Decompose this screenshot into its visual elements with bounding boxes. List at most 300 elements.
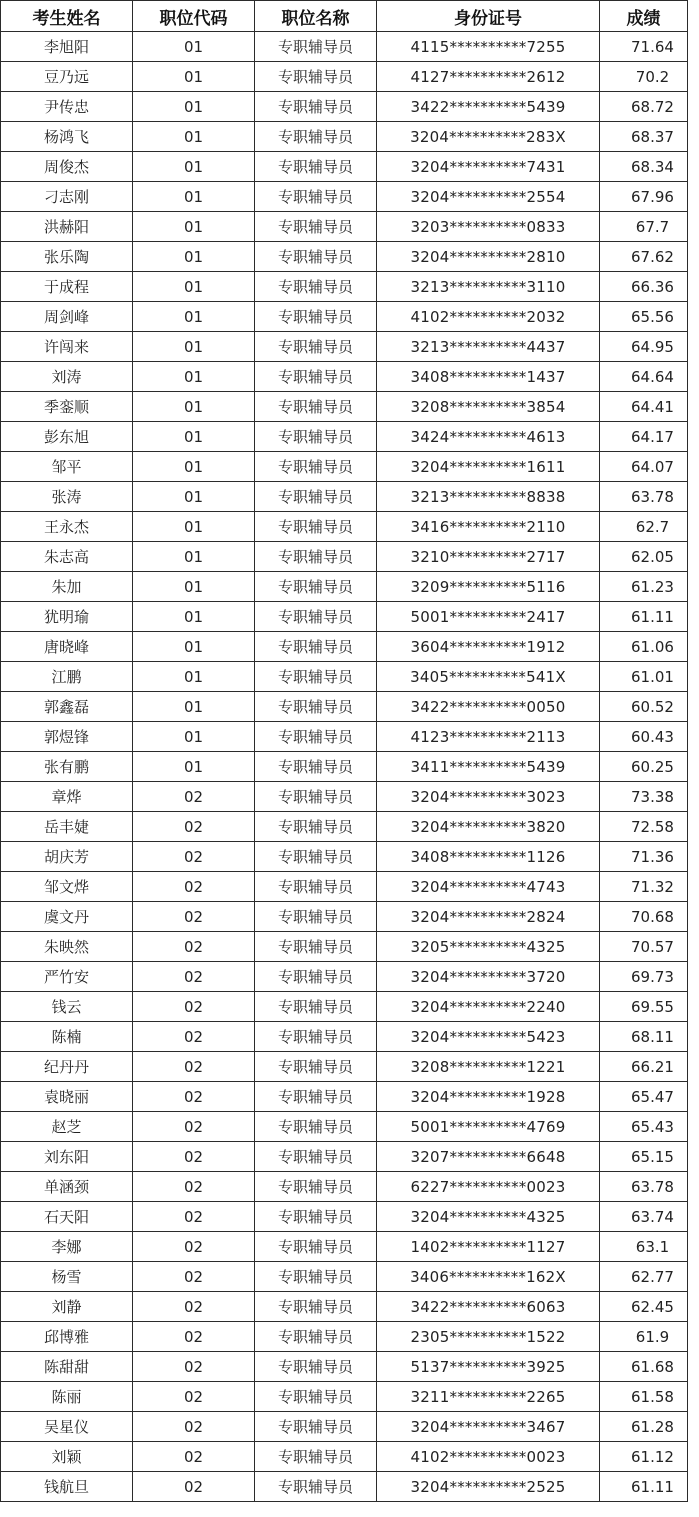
cell-position-code: 02 (133, 1322, 255, 1352)
cell-id-number: 3424**********4613 (377, 422, 600, 452)
cell-position-title: 专职辅导员 (255, 1292, 377, 1322)
cell-candidate-name: 季銮顺 (1, 392, 133, 422)
cell-position-title: 专职辅导员 (255, 152, 377, 182)
cell-candidate-name: 豆乃远 (1, 62, 133, 92)
cell-position-code: 02 (133, 1412, 255, 1442)
header-row (1, 1, 688, 32)
cell-candidate-name: 周剑峰 (1, 302, 133, 332)
table-row (1, 782, 688, 812)
cell-candidate-name: 朱加 (1, 572, 133, 602)
cell-score: 66.21 (600, 1052, 688, 1082)
table-row (1, 482, 688, 512)
cell-position-title: 专职辅导员 (255, 932, 377, 962)
table-row (1, 662, 688, 692)
cell-position-title: 专职辅导员 (255, 1262, 377, 1292)
cell-candidate-name: 唐晓峰 (1, 632, 133, 662)
cell-position-title: 专职辅导员 (255, 722, 377, 752)
cell-score: 65.15 (600, 1142, 688, 1172)
cell-position-code: 01 (133, 692, 255, 722)
cell-score: 64.07 (600, 452, 688, 482)
cell-score: 61.68 (600, 1352, 688, 1382)
cell-position-code: 01 (133, 92, 255, 122)
cell-position-code: 02 (133, 1262, 255, 1292)
cell-position-title: 专职辅导员 (255, 782, 377, 812)
table-row (1, 1112, 688, 1142)
cell-id-number: 3422**********6063 (377, 1292, 600, 1322)
cell-position-code: 01 (133, 212, 255, 242)
cell-position-code: 02 (133, 1232, 255, 1262)
cell-score: 71.64 (600, 32, 688, 62)
cell-score: 64.64 (600, 362, 688, 392)
cell-score: 70.68 (600, 902, 688, 932)
cell-id-number: 3604**********1912 (377, 632, 600, 662)
cell-position-title: 专职辅导员 (255, 242, 377, 272)
cell-candidate-name: 刘颖 (1, 1442, 133, 1472)
cell-id-number: 3208**********3854 (377, 392, 600, 422)
table-row (1, 1142, 688, 1172)
cell-position-code: 01 (133, 182, 255, 212)
table-row (1, 1202, 688, 1232)
cell-position-title: 专职辅导员 (255, 542, 377, 572)
table-row (1, 362, 688, 392)
table-row (1, 572, 688, 602)
cell-position-title: 专职辅导员 (255, 1112, 377, 1142)
header-name: 考生姓名 (1, 1, 133, 32)
cell-id-number: 3204**********7431 (377, 152, 600, 182)
cell-candidate-name: 王永杰 (1, 512, 133, 542)
cell-id-number: 3205**********4325 (377, 932, 600, 962)
cell-position-title: 专职辅导员 (255, 1352, 377, 1382)
cell-score: 67.96 (600, 182, 688, 212)
cell-candidate-name: 邹平 (1, 452, 133, 482)
table-row (1, 1262, 688, 1292)
cell-id-number: 3408**********1126 (377, 842, 600, 872)
cell-position-code: 02 (133, 992, 255, 1022)
cell-position-title: 专职辅导员 (255, 482, 377, 512)
cell-score: 64.41 (600, 392, 688, 422)
cell-position-title: 专职辅导员 (255, 632, 377, 662)
cell-id-number: 3204**********2554 (377, 182, 600, 212)
cell-candidate-name: 刘静 (1, 1292, 133, 1322)
cell-position-code: 01 (133, 752, 255, 782)
cell-position-title: 专职辅导员 (255, 1412, 377, 1442)
cell-candidate-name: 朱志高 (1, 542, 133, 572)
table-row (1, 452, 688, 482)
cell-id-number: 3204**********3820 (377, 812, 600, 842)
cell-position-title: 专职辅导员 (255, 1172, 377, 1202)
cell-position-title: 专职辅导员 (255, 1022, 377, 1052)
cell-id-number: 3411**********5439 (377, 752, 600, 782)
cell-position-code: 02 (133, 1442, 255, 1472)
cell-position-code: 02 (133, 812, 255, 842)
cell-position-title: 专职辅导员 (255, 962, 377, 992)
cell-score: 71.32 (600, 872, 688, 902)
cell-score: 68.37 (600, 122, 688, 152)
cell-position-title: 专职辅导员 (255, 1082, 377, 1112)
cell-candidate-name: 虞文丹 (1, 902, 133, 932)
cell-id-number: 1402**********1127 (377, 1232, 600, 1262)
cell-score: 67.62 (600, 242, 688, 272)
cell-id-number: 3405**********541X (377, 662, 600, 692)
table-row (1, 1442, 688, 1472)
table-row (1, 992, 688, 1022)
table-row (1, 122, 688, 152)
cell-position-code: 01 (133, 452, 255, 482)
cell-position-title: 专职辅导员 (255, 902, 377, 932)
header-id-number: 身份证号 (377, 1, 600, 32)
header-position-code: 职位代码 (133, 1, 255, 32)
cell-candidate-name: 赵芝 (1, 1112, 133, 1142)
cell-score: 67.7 (600, 212, 688, 242)
cell-id-number: 5001**********2417 (377, 602, 600, 632)
cell-score: 61.11 (600, 602, 688, 632)
cell-candidate-name: 郭煜锋 (1, 722, 133, 752)
cell-position-title: 专职辅导员 (255, 692, 377, 722)
cell-candidate-name: 张有鹏 (1, 752, 133, 782)
cell-score: 69.55 (600, 992, 688, 1022)
table-row (1, 1352, 688, 1382)
cell-score: 61.58 (600, 1382, 688, 1412)
cell-position-code: 02 (133, 932, 255, 962)
cell-score: 62.45 (600, 1292, 688, 1322)
cell-score: 60.25 (600, 752, 688, 782)
table-row (1, 932, 688, 962)
cell-id-number: 5137**********3925 (377, 1352, 600, 1382)
cell-candidate-name: 犹明瑜 (1, 602, 133, 632)
cell-position-code: 01 (133, 62, 255, 92)
table-row (1, 422, 688, 452)
cell-position-code: 02 (133, 962, 255, 992)
cell-candidate-name: 张涛 (1, 482, 133, 512)
table-row (1, 92, 688, 122)
cell-candidate-name: 洪赫阳 (1, 212, 133, 242)
cell-candidate-name: 刘东阳 (1, 1142, 133, 1172)
cell-candidate-name: 胡庆芳 (1, 842, 133, 872)
table-row (1, 182, 688, 212)
table-row (1, 842, 688, 872)
table-row (1, 332, 688, 362)
cell-position-title: 专职辅导员 (255, 1322, 377, 1352)
cell-score: 60.43 (600, 722, 688, 752)
cell-score: 72.58 (600, 812, 688, 842)
cell-score: 63.74 (600, 1202, 688, 1232)
cell-position-code: 01 (133, 512, 255, 542)
cell-candidate-name: 朱映然 (1, 932, 133, 962)
cell-candidate-name: 周俊杰 (1, 152, 133, 182)
cell-candidate-name: 杨雪 (1, 1262, 133, 1292)
cell-id-number: 3204**********4743 (377, 872, 600, 902)
cell-score: 65.47 (600, 1082, 688, 1112)
cell-id-number: 5001**********4769 (377, 1112, 600, 1142)
cell-position-title: 专职辅导员 (255, 212, 377, 242)
table-row (1, 1412, 688, 1442)
cell-position-title: 专职辅导员 (255, 1472, 377, 1502)
cell-id-number: 3204**********3467 (377, 1412, 600, 1442)
table-row (1, 692, 688, 722)
cell-id-number: 3204**********1611 (377, 452, 600, 482)
cell-position-code: 01 (133, 602, 255, 632)
cell-candidate-name: 吴星仪 (1, 1412, 133, 1442)
cell-candidate-name: 钱云 (1, 992, 133, 1022)
cell-score: 62.05 (600, 542, 688, 572)
table-row (1, 62, 688, 92)
cell-candidate-name: 于成程 (1, 272, 133, 302)
table-header (1, 1, 688, 32)
cell-id-number: 4102**********2032 (377, 302, 600, 332)
cell-position-title: 专职辅导员 (255, 992, 377, 1022)
cell-score: 61.9 (600, 1322, 688, 1352)
cell-id-number: 4127**********2612 (377, 62, 600, 92)
cell-candidate-name: 江鹏 (1, 662, 133, 692)
cell-id-number: 3204**********3023 (377, 782, 600, 812)
cell-id-number: 3210**********2717 (377, 542, 600, 572)
cell-position-code: 01 (133, 242, 255, 272)
cell-position-code: 02 (133, 842, 255, 872)
cell-position-code: 01 (133, 572, 255, 602)
table-row (1, 212, 688, 242)
cell-score: 64.17 (600, 422, 688, 452)
cell-position-title: 专职辅导员 (255, 662, 377, 692)
table-row (1, 242, 688, 272)
cell-score: 65.43 (600, 1112, 688, 1142)
cell-position-code: 01 (133, 272, 255, 302)
cell-score: 63.78 (600, 1172, 688, 1202)
cell-position-code: 02 (133, 1352, 255, 1382)
cell-id-number: 3213**********4437 (377, 332, 600, 362)
cell-id-number: 3416**********2110 (377, 512, 600, 542)
cell-score: 62.77 (600, 1262, 688, 1292)
cell-position-title: 专职辅导员 (255, 872, 377, 902)
cell-id-number: 3204**********2810 (377, 242, 600, 272)
cell-score: 63.78 (600, 482, 688, 512)
table-row (1, 512, 688, 542)
cell-id-number: 3204**********2240 (377, 992, 600, 1022)
table-row (1, 872, 688, 902)
cell-position-title: 专职辅导员 (255, 572, 377, 602)
table-row (1, 1382, 688, 1412)
cell-position-title: 专职辅导员 (255, 1202, 377, 1232)
cell-position-title: 专职辅导员 (255, 812, 377, 842)
cell-id-number: 3406**********162X (377, 1262, 600, 1292)
table-row (1, 32, 688, 62)
cell-position-title: 专职辅导员 (255, 302, 377, 332)
cell-position-title: 专职辅导员 (255, 272, 377, 302)
cell-id-number: 4123**********2113 (377, 722, 600, 752)
cell-candidate-name: 严竹安 (1, 962, 133, 992)
cell-candidate-name: 刁志刚 (1, 182, 133, 212)
cell-position-title: 专职辅导员 (255, 392, 377, 422)
cell-position-code: 02 (133, 902, 255, 932)
cell-score: 61.28 (600, 1412, 688, 1442)
cell-score: 61.01 (600, 662, 688, 692)
cell-score: 66.36 (600, 272, 688, 302)
cell-position-title: 专职辅导员 (255, 182, 377, 212)
cell-candidate-name: 袁晓丽 (1, 1082, 133, 1112)
cell-id-number: 3422**********0050 (377, 692, 600, 722)
cell-id-number: 3209**********5116 (377, 572, 600, 602)
table-row (1, 602, 688, 632)
cell-score: 61.06 (600, 632, 688, 662)
table-body (1, 32, 688, 1502)
cell-position-code: 01 (133, 392, 255, 422)
cell-position-code: 01 (133, 422, 255, 452)
cell-position-title: 专职辅导员 (255, 512, 377, 542)
cell-candidate-name: 张乐陶 (1, 242, 133, 272)
cell-position-code: 02 (133, 1382, 255, 1412)
cell-position-title: 专职辅导员 (255, 1052, 377, 1082)
cell-position-code: 02 (133, 1292, 255, 1322)
cell-candidate-name: 岳丰婕 (1, 812, 133, 842)
table-row (1, 902, 688, 932)
cell-position-title: 专职辅导员 (255, 122, 377, 152)
cell-id-number: 3213**********3110 (377, 272, 600, 302)
cell-position-code: 02 (133, 1022, 255, 1052)
cell-candidate-name: 钱航旦 (1, 1472, 133, 1502)
cell-score: 71.36 (600, 842, 688, 872)
table-row (1, 722, 688, 752)
cell-position-code: 01 (133, 632, 255, 662)
cell-candidate-name: 纪丹丹 (1, 1052, 133, 1082)
cell-position-code: 02 (133, 1052, 255, 1082)
table-row (1, 1472, 688, 1502)
cell-id-number: 3211**********2265 (377, 1382, 600, 1412)
cell-id-number: 3204**********4325 (377, 1202, 600, 1232)
cell-position-code: 01 (133, 722, 255, 752)
cell-candidate-name: 陈丽 (1, 1382, 133, 1412)
cell-id-number: 3207**********6648 (377, 1142, 600, 1172)
table-row (1, 1052, 688, 1082)
cell-id-number: 6227**********0023 (377, 1172, 600, 1202)
cell-score: 61.11 (600, 1472, 688, 1502)
cell-position-code: 01 (133, 32, 255, 62)
cell-id-number: 3204**********283X (377, 122, 600, 152)
cell-position-title: 专职辅导员 (255, 602, 377, 632)
table-row (1, 632, 688, 662)
table-row (1, 752, 688, 782)
table-row (1, 962, 688, 992)
cell-position-code: 01 (133, 302, 255, 332)
cell-score: 68.34 (600, 152, 688, 182)
cell-score: 61.12 (600, 1442, 688, 1472)
cell-score: 65.56 (600, 302, 688, 332)
cell-candidate-name: 郭鑫磊 (1, 692, 133, 722)
cell-candidate-name: 李娜 (1, 1232, 133, 1262)
cell-position-code: 02 (133, 1142, 255, 1172)
header-score: 成绩 (600, 1, 688, 32)
cell-candidate-name: 邱博雅 (1, 1322, 133, 1352)
cell-position-title: 专职辅导员 (255, 92, 377, 122)
cell-candidate-name: 陈甜甜 (1, 1352, 133, 1382)
cell-position-code: 02 (133, 1202, 255, 1232)
cell-score: 62.7 (600, 512, 688, 542)
cell-position-code: 02 (133, 1172, 255, 1202)
cell-position-code: 02 (133, 1082, 255, 1112)
cell-position-title: 专职辅导员 (255, 1382, 377, 1412)
cell-position-title: 专职辅导员 (255, 1142, 377, 1172)
cell-position-title: 专职辅导员 (255, 62, 377, 92)
table-row (1, 1292, 688, 1322)
cell-score: 70.2 (600, 62, 688, 92)
cell-candidate-name: 尹传忠 (1, 92, 133, 122)
cell-id-number: 2305**********1522 (377, 1322, 600, 1352)
cell-position-code: 01 (133, 542, 255, 572)
cell-position-title: 专职辅导员 (255, 1442, 377, 1472)
table-row (1, 812, 688, 842)
cell-position-code: 01 (133, 122, 255, 152)
cell-position-code: 01 (133, 152, 255, 182)
cell-position-code: 01 (133, 362, 255, 392)
cell-score: 73.38 (600, 782, 688, 812)
table-row (1, 1082, 688, 1112)
cell-position-code: 02 (133, 782, 255, 812)
cell-candidate-name: 章烨 (1, 782, 133, 812)
cell-position-title: 专职辅导员 (255, 32, 377, 62)
cell-score: 68.72 (600, 92, 688, 122)
cell-position-title: 专职辅导员 (255, 452, 377, 482)
cell-position-title: 专职辅导员 (255, 362, 377, 392)
cell-position-code: 01 (133, 662, 255, 692)
table-row (1, 392, 688, 422)
table-row (1, 542, 688, 572)
cell-score: 61.23 (600, 572, 688, 602)
table-row (1, 272, 688, 302)
cell-candidate-name: 刘涛 (1, 362, 133, 392)
cell-candidate-name: 陈楠 (1, 1022, 133, 1052)
cell-candidate-name: 石天阳 (1, 1202, 133, 1232)
header-position-title: 职位名称 (255, 1, 377, 32)
cell-id-number: 3203**********0833 (377, 212, 600, 242)
table-row (1, 1232, 688, 1262)
table-row (1, 1172, 688, 1202)
cell-position-title: 专职辅导员 (255, 842, 377, 872)
cell-id-number: 3204**********2525 (377, 1472, 600, 1502)
table-row (1, 152, 688, 182)
cell-score: 64.95 (600, 332, 688, 362)
cell-id-number: 3204**********2824 (377, 902, 600, 932)
cell-position-title: 专职辅导员 (255, 752, 377, 782)
cell-score: 60.52 (600, 692, 688, 722)
cell-position-title: 专职辅导员 (255, 332, 377, 362)
table-row (1, 1322, 688, 1352)
table-row (1, 302, 688, 332)
table-row (1, 1022, 688, 1052)
cell-position-code: 01 (133, 482, 255, 512)
cell-candidate-name: 邹文烨 (1, 872, 133, 902)
cell-id-number: 3204**********5423 (377, 1022, 600, 1052)
cell-id-number: 3213**********8838 (377, 482, 600, 512)
cell-position-title: 专职辅导员 (255, 422, 377, 452)
cell-id-number: 3208**********1221 (377, 1052, 600, 1082)
cell-score: 68.11 (600, 1022, 688, 1052)
cell-id-number: 3204**********3720 (377, 962, 600, 992)
cell-position-code: 02 (133, 1112, 255, 1142)
cell-position-code: 02 (133, 1472, 255, 1502)
cell-id-number: 4115**********7255 (377, 32, 600, 62)
cell-position-code: 02 (133, 872, 255, 902)
cell-id-number: 3408**********1437 (377, 362, 600, 392)
cell-candidate-name: 单涵颈 (1, 1172, 133, 1202)
cell-id-number: 3204**********1928 (377, 1082, 600, 1112)
cell-id-number: 3422**********5439 (377, 92, 600, 122)
cell-score: 69.73 (600, 962, 688, 992)
cell-position-title: 专职辅导员 (255, 1232, 377, 1262)
cell-id-number: 4102**********0023 (377, 1442, 600, 1472)
cell-position-code: 01 (133, 332, 255, 362)
cell-candidate-name: 彭东旭 (1, 422, 133, 452)
cell-candidate-name: 杨鸿飞 (1, 122, 133, 152)
cell-candidate-name: 李旭阳 (1, 32, 133, 62)
cell-candidate-name: 许闯来 (1, 332, 133, 362)
